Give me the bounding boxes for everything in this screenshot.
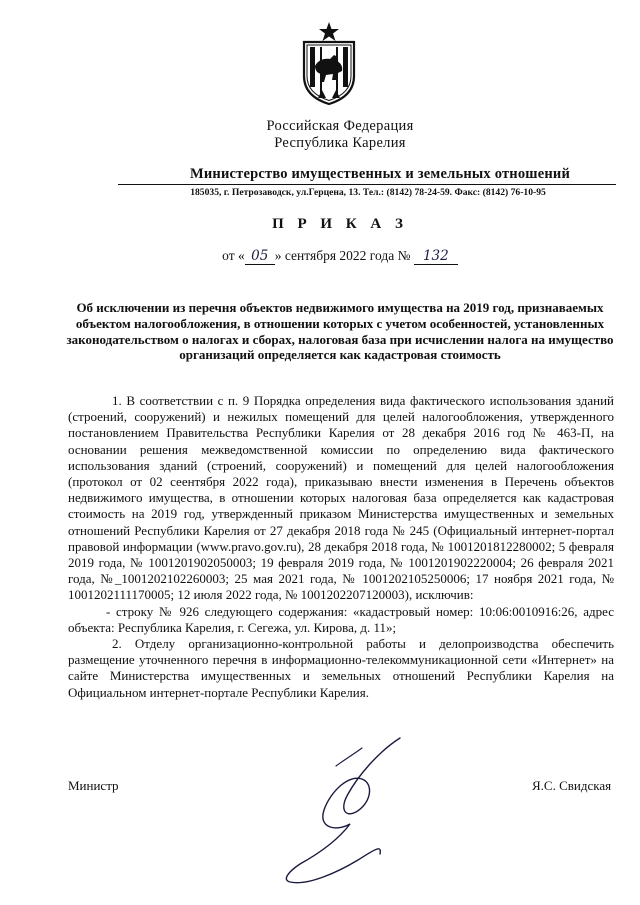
handwritten-day: 05: [245, 248, 275, 265]
document-date-line: [0, 248, 640, 265]
republic-name: Республика Карелия: [274, 135, 406, 151]
handwritten-number: 132: [414, 248, 458, 265]
paragraph-2: 2. Отделу организационно-контрольной работы и делопроизводства обеспечить размещение уточненного перечня в информационно-телекоммуникационной сети «Интернет» на сайте Министерства имущественных и земельных отношений Республики Карелия на Официальном интернет-портале Республики Карелия.: [68, 636, 614, 700]
signer-position: Министр: [68, 778, 119, 793]
header-divider: [118, 184, 616, 185]
document-body: [68, 393, 614, 701]
date-prefix: от «: [222, 248, 245, 263]
country-header: [0, 118, 640, 152]
coat-of-arms-emblem: [296, 20, 362, 106]
document-type: П Р И К А З: [272, 216, 408, 232]
country-name: Российская Федерация: [266, 118, 414, 134]
date-middle: » сентября 2022 года №: [274, 248, 411, 263]
ministry-name: Министерство имущественных и земельных отношений: [189, 166, 571, 182]
ministry-address: 185035, г. Петрозаводск, ул.Герцена, 13. Тел.: (8142) 78-24-59. Факс: (8142) 76-10-95: [190, 187, 546, 198]
signer-name: Я.С. Свидская: [532, 778, 612, 793]
document-title: Об исключении из перечня объектов недвижимого имущества на 2019 год, признаваемых объектом налогообложения, в отношении которых с учетом особенностей, установленных законодательством о налогах и сборах, налоговая база при исчислении налога на имущество организаций определяется как кадастровая стоимость: [66, 300, 614, 363]
handwritten-signature: [278, 732, 428, 892]
paragraph-1: 1. В соответствии с п. 9 Порядка определения вида фактического использования зданий (строений, сооружений) и нежилых помещений для целей налогообложения, утвержденного постановлением Правительства Республики Карелия от 28 декабря 2016 год № 463-П, на основании решения межведомственной комиссии по определению вида фактического использования зданий (строений, сооружений) и помещений для целей налогообложения (протокол от 02 сеентября 2022 года), приказываю внести изменения в Перечень объектов недвижимого имущества, в отношении которых налоговая база определяется как кадастровая стоимость на 2019 год, утвержденный приказом Министерства имущественных и земельных отношений Республики Карелия от 27 декабря 2018 года № 245 (Официальный интернет-портал правовой информации (www.pravo.gov.ru), 28 декабря 2018 года, № 1001201812280002; 5 февраля 2019 года, № 1001201902050003; 19 февраля 2019 года, № 1001201902220004; 26 февраля 2021 года, №_1001202102260003; 25 мая 2021 года, № 1001202105250006; 17 ноября 2021 года, № 1001202111170005; 12 июля 2022 года, № 1001202207120003), исключив:: [68, 393, 614, 603]
paragraph-excluded-line: - строку № 926 следующего содержания: «кадастровый номер: 10:06:0010916:26, адрес объекта: Республика Карелия, г. Сегежа, ул. Кирова, д. 11»;: [68, 603, 614, 635]
